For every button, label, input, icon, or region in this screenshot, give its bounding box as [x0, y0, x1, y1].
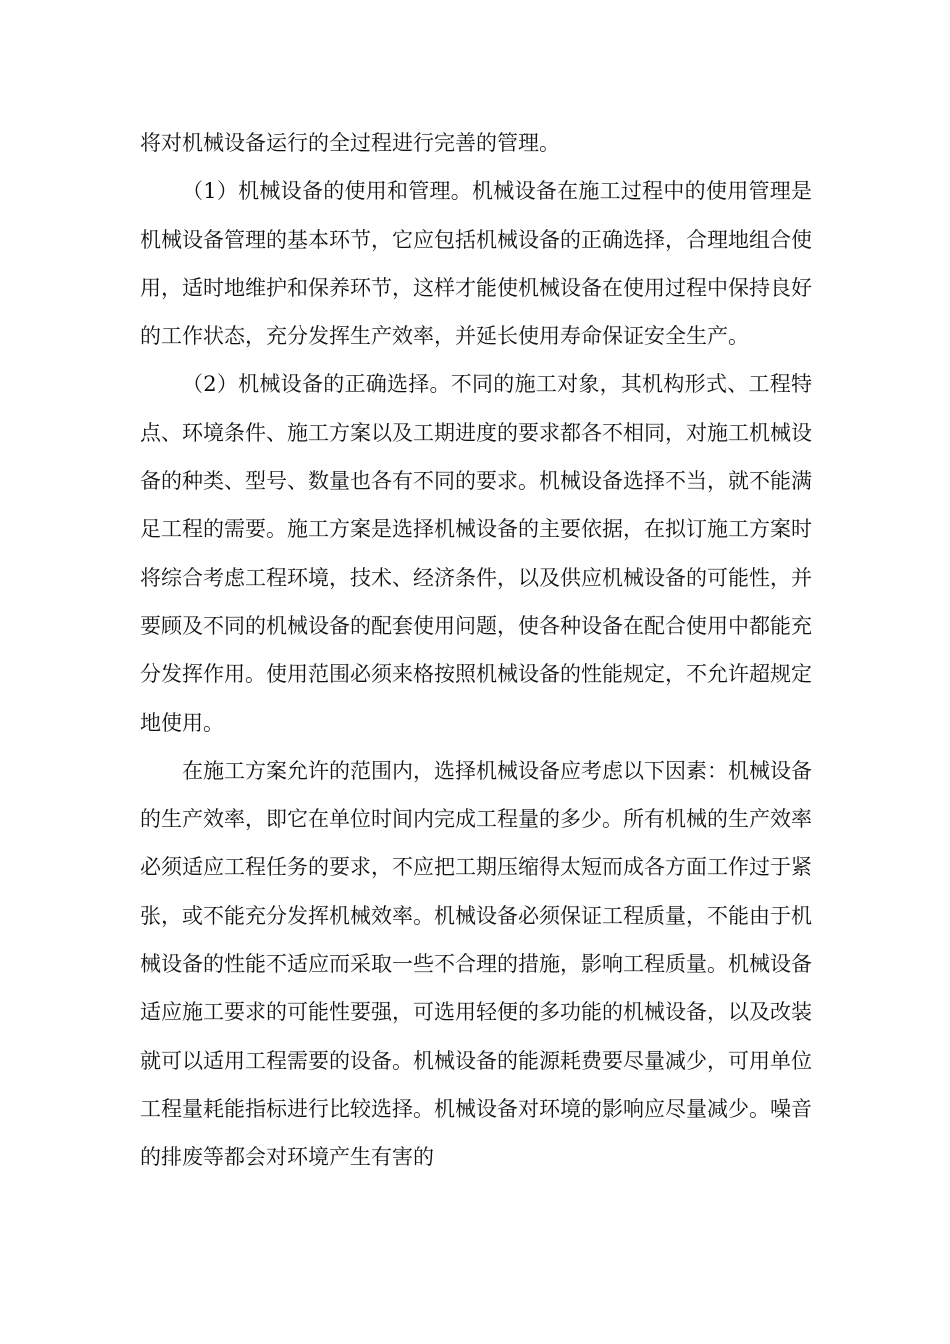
paragraph-selection-factors: 在施工方案允许的范围内，选择机械设备应考虑以下因素：机械设备的生产效率，即它在单位时间内完成工程量的多少。所有机械的生产效率必须适应工程任务的要求，不应把工期压缩得太短而成各方面工作过于紧张，或不能充分发挥机械效率。机械设备必须保证工程质量，不能由于机械设备的性能不适应而采取一些不合理的措施，影响工程质量。机械设备适应施工要求的可能性要强，可选用轻便的多功能的机械设备，以及改装就可以适用工程需要的设备。机械设备的能源耗费要尽量减少，可用单位工程量耗能指标进行比较选择。机械设备对环境的影响应尽量减少。噪音的排废等都会对环境产生有害的 — [140, 758, 812, 1170]
paragraph-equipment-use-management: （1）机械设备的使用和管理。机械设备在施工过程中的使用管理是机械设备管理的基本环节，它应包括机械设备的正确选择，合理地组合使用，适时地维护和保养环节，这样才能使机械设备在使用过程中保持良好的工作状态，充分发挥生产效率，并延长使用寿命保证安全生产。 — [140, 179, 812, 349]
paragraph-continuation: 将对机械设备运行的全过程进行完善的管理。 — [140, 131, 560, 155]
document-body — [140, 119, 812, 1182]
paragraph-equipment-selection: （2）机械设备的正确选择。不同的施工对象，其机构形式、工程特点、环境条件、施工方案以及工期进度的要求都各不相同，对施工机械设备的种类、型号、数量也各有不同的要求。机械设备选择不当，就不能满足工程的需要。施工方案是选择机械设备的主要依据，在拟订施工方案时将综合考虑工程环境，技术、经济条件，以及供应机械设备的可能性，并要顾及不同的机械设备的配套使用问题，使各种设备在配合使用中都能充分发挥作用。使用范围必须来格按照机械设备的性能规定，不允许超规定地使用。 — [140, 372, 812, 735]
